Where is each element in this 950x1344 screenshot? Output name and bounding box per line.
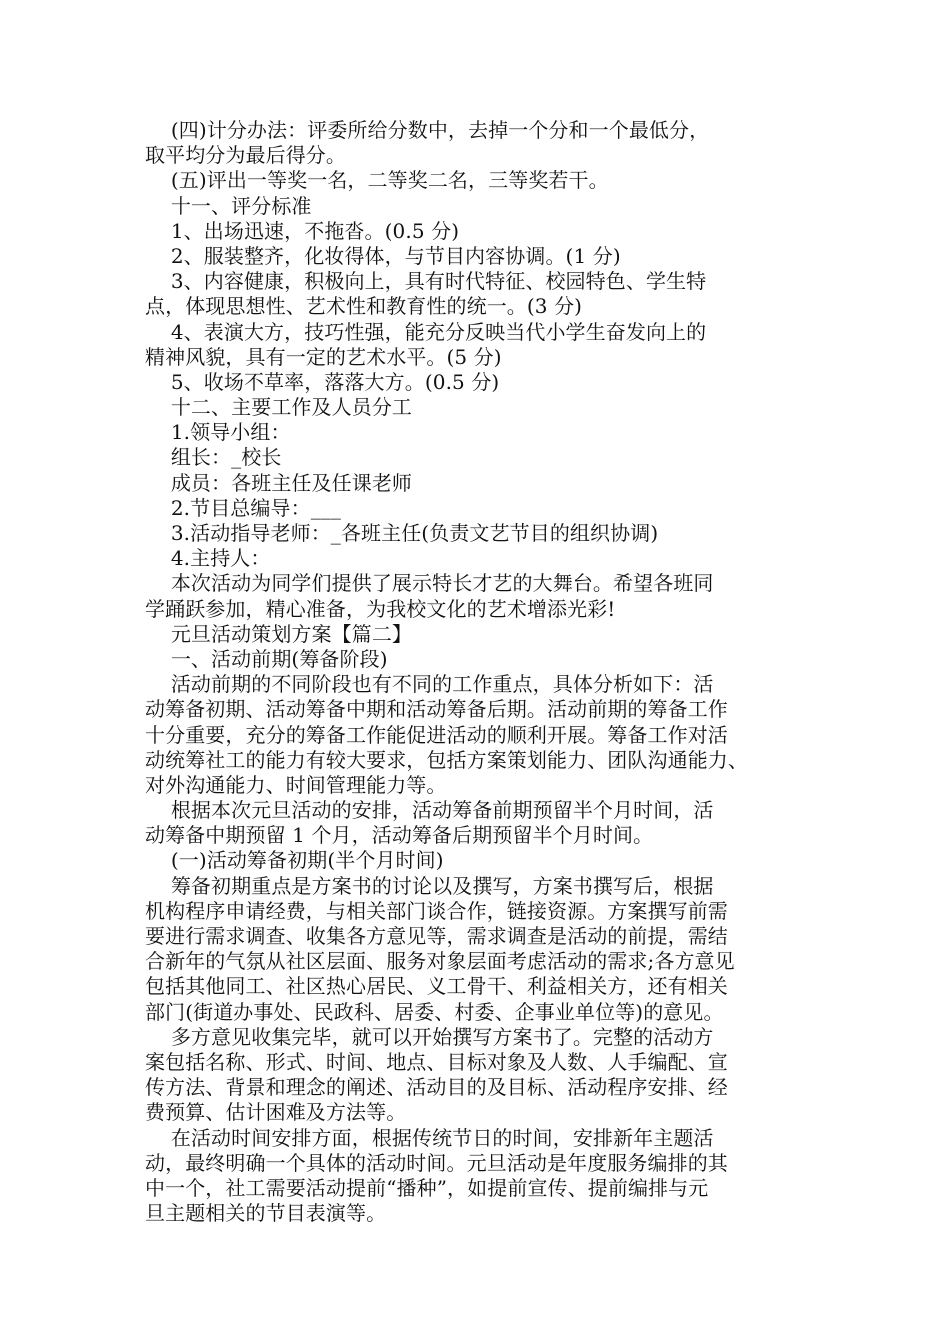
text-line: 4.主持人： (145, 546, 271, 571)
section-heading: 十二、主要工作及人员分工 (145, 395, 413, 420)
text-line: (五)评出一等奖一名，二等奖二名，三等奖若干。 (145, 168, 609, 193)
document-page (145, 118, 825, 1226)
text-line: 十分重要，充分的筹备工作能促进活动的顺利开展。筹备工作对活 (145, 722, 728, 747)
text-line: 1、出场迅速，不拖沓。(0.5 分) (145, 218, 460, 243)
text-line: 包括其他同工、社区热心居民、义工骨干、利益相关方，还有相关 (145, 974, 728, 999)
text-line: 传方法、背景和理念的阐述、活动目的及目标、活动程序安排、经 (145, 1075, 728, 1100)
text-line: 1.领导小组： (145, 420, 291, 445)
text-line: 中一个，社工需要活动提前“播种”，如提前宣传、提前编排与元 (145, 1175, 709, 1200)
text-line: 合新年的气氛从社区层面、服务对象层面考虑活动的需求;各方意见 (145, 949, 735, 974)
text-line: 动筹备中期预留 1 个月，活动筹备后期预留半个月时间。 (145, 823, 654, 848)
section-heading: (一)活动筹备初期(半个月时间) (145, 848, 444, 873)
section-heading: 一、活动前期(筹备阶段) (145, 646, 388, 671)
text-line: 在活动时间安排方面，根据传统节日的时间，安排新年主题活 (145, 1125, 714, 1150)
text-line: 活动前期的不同阶段也有不同的工作重点，具体分析如下：活 (145, 672, 714, 697)
section-heading: 元旦活动策划方案【篇二】 (145, 621, 413, 646)
text-line: 旦主题相关的节目表演等。 (145, 1201, 387, 1226)
text-line: 学踊跃参加，精心准备，为我校文化的艺术增添光彩! (145, 596, 616, 621)
text-line: 组长：_校长 (145, 445, 282, 470)
text-line: 成员：各班主任及任课老师 (145, 470, 413, 495)
text-line: 3、内容健康，积极向上，具有时代特征、校园特色、学生特 (145, 269, 707, 294)
text-line: 动筹备初期、活动筹备中期和活动筹备后期。活动前期的筹备工作 (145, 697, 728, 722)
text-line: 动，最终明确一个具体的活动时间。元旦活动是年度服务编排的其 (145, 1150, 728, 1175)
text-line: 本次活动为同学们提供了展示特长才艺的大舞台。希望各班同 (145, 571, 714, 596)
text-line: 费预算、估计困难及方法等。 (145, 1100, 407, 1125)
text-line: (四)计分办法：评委所给分数中，去掉一个分和一个最低分， (145, 118, 710, 142)
text-line: 4、表演大方，技巧性强，能充分反映当代小学生奋发向上的 (145, 319, 707, 344)
text-line: 根据本次元旦活动的安排，活动筹备前期预留半个月时间，活 (145, 798, 714, 823)
text-line: 要进行需求调查、收集各方意见等，需求调查是活动的前提，需结 (145, 924, 728, 948)
text-line: 2.节目总编导：___ (145, 495, 342, 520)
text-line: 精神风貌，具有一定的艺术水平。(5 分) (145, 344, 502, 369)
text-line: 动统筹社工的能力有较大要求，包括方案策划能力、团队沟通能力、 (145, 747, 748, 772)
text-line: 部门(街道办事处、民政科、居委、村委、企事业单位等)的意见。 (145, 999, 724, 1024)
section-heading: 十一、评分标准 (145, 193, 312, 218)
text-line: 2、服装整齐，化妆得体，与节目内容协调。(1 分) (145, 243, 621, 268)
text-line: 对外沟通能力、时间管理能力等。 (145, 772, 447, 797)
text-line: 点，体现思想性、艺术性和教育性的统一。(3 分) (145, 294, 583, 319)
text-line: 取平均分为最后得分。 (145, 143, 346, 168)
text-line: 5、收场不草率，落落大方。(0.5 分) (145, 369, 500, 394)
text-line: 筹备初期重点是方案书的讨论以及撰写，方案书撰写后，根据 (145, 873, 714, 898)
text-line: 多方意见收集完毕，就可以开始撰写方案书了。完整的活动方 (145, 1024, 714, 1049)
text-line: 3.活动指导老师：_各班主任(负责文艺节目的组织协调) (145, 521, 659, 545)
text-line: 机构程序申请经费，与相关部门谈合作，链接资源。方案撰写前需 (145, 898, 728, 923)
text-line: 案包括名称、形式、时间、地点、目标对象及人数、人手编配、宣 (145, 1049, 728, 1074)
